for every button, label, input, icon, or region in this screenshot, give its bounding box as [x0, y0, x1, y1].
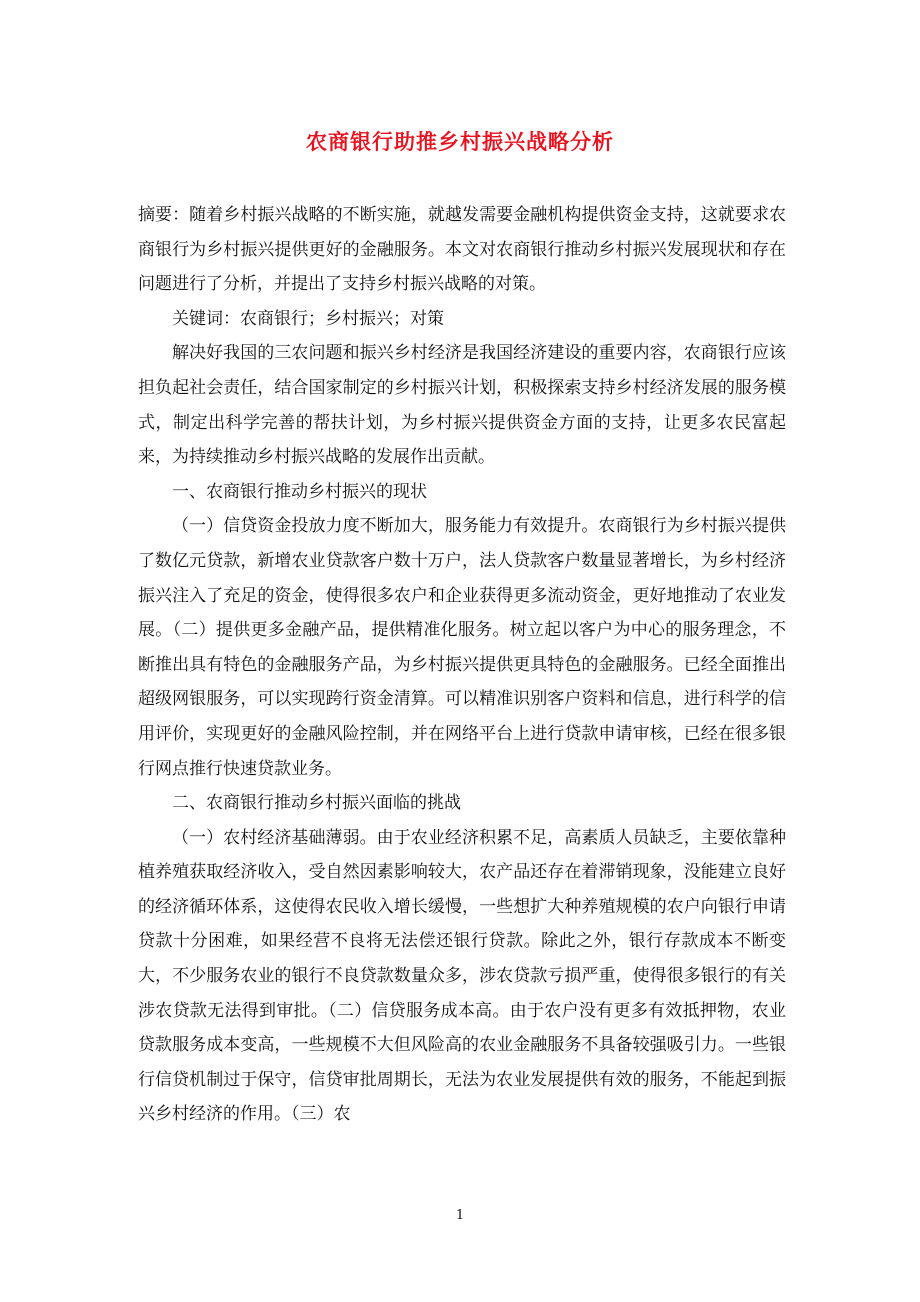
- intro-paragraph: 解决好我国的三农问题和振兴乡村经济是我国经济建设的重要内容，农商银行应该担负起社会责任，结合国家制定的乡村振兴计划，积极探索支持乡村经济发展的服务模式，制定出科学完善的帮扶计划，为乡村振兴提供资金方面的支持，让更多农民富起来，为持续推动乡村振兴战略的发展作出贡献。: [138, 343, 786, 468]
- document-body: [138, 198, 786, 1132]
- keywords-paragraph: 关键词：农商银行；乡村振兴；对策: [172, 308, 444, 329]
- section-2-heading: 二、农商银行推动乡村振兴面临的挑战: [172, 793, 461, 814]
- abstract-paragraph: 摘要：随着乡村振兴战略的不断实施，就越发需要金融机构提供资金支持，这就要求农商银行为乡村振兴提供更好的金融服务。本文对农商银行推动乡村振兴发展现状和存在问题进行了分析，并提出了支持乡村振兴战略的对策。: [138, 205, 786, 295]
- document-title: 农商银行助推乡村振兴战略分析: [306, 129, 614, 154]
- section-2-body: （一）农村经济基础薄弱。由于农业经济积累不足，高素质人员缺乏，主要依靠种植养殖获取经济收入，受自然因素影响较大，农产品还存在着滞销现象，没能建立良好的经济循环体系，这使得农民收入增长缓慢，一些想扩大种养殖规模的农户向银行申请贷款十分困难，如果经营不良将无法偿还银行贷款。除此之外，银行存款成本不断变大，不少服务农业的银行不良贷款数量众多，涉农贷款亏损严重，使得很多银行的有关涉农贷款无法得到审批。（二）信贷服务成本高。由于农户没有更多有效抵押物，农业贷款服务成本变高，一些规模不大但风险高的农业金融服务不具备较强吸引力。一些银行信贷机制过于保守，信贷审批周期长，无法为农业发展提供有效的服务，不能起到振兴乡村经济的作用。（三）农: [138, 827, 786, 1125]
- section-1-body: （一）信贷资金投放力度不断加大，服务能力有效提升。农商银行为乡村振兴提供了数亿元贷款，新增农业贷款客户数十万户，法人贷款客户数量显著增长，为乡村经济振兴注入了充足的资金，使得很多农户和企业获得更多流动资金，更好地推动了农业发展。（二）提供更多金融产品，提供精准化服务。树立起以客户为中心的服务理念，不断推出具有特色的金融服务产品，为乡村振兴提供更具特色的金融服务。已经全面推出超级网银服务，可以实现跨行资金清算。可以精准识别客户资料和信息，进行科学的信用评价，实现更好的金融风险控制，并在网络平台上进行贷款申请审核，已经在很多银行网点推行快速贷款业务。: [138, 516, 786, 779]
- section-1-heading: 一、农商银行推动乡村振兴的现状: [172, 481, 427, 502]
- page-number: 1: [455, 1208, 465, 1223]
